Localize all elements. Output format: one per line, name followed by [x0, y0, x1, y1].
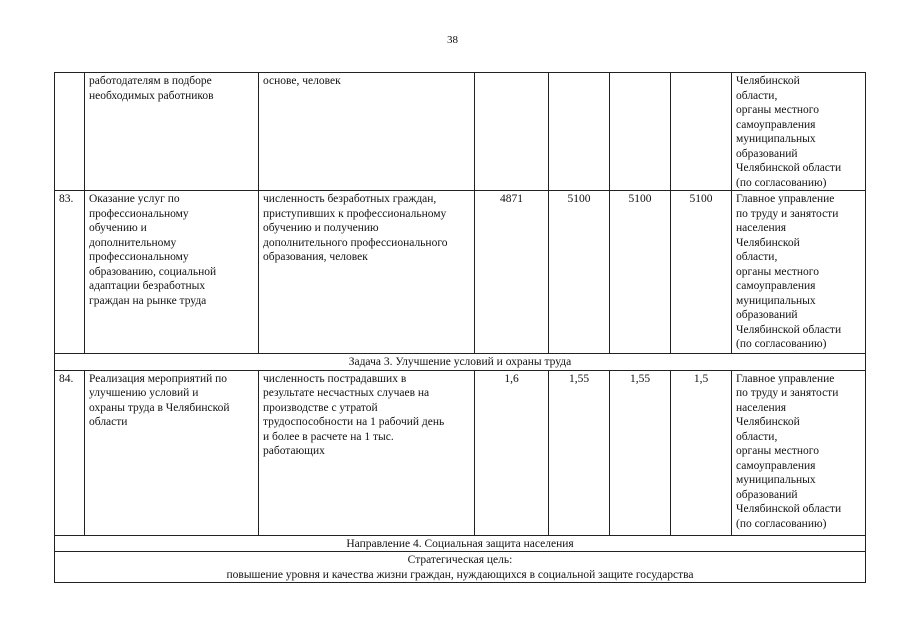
- task-heading-row: [55, 354, 866, 371]
- strategic-goal-text: повышение уровня и качества жизни граждан, нуждающихся в социальной защите государства: [226, 568, 694, 581]
- measures-table: [54, 72, 866, 583]
- cell-text-line: профессиональному: [89, 207, 189, 220]
- cell-text-line: образования, человек: [263, 251, 368, 263]
- cell-value-1: 4871: [475, 191, 549, 354]
- page-number: 38: [447, 34, 458, 46]
- cell-text-line: самоуправления: [736, 118, 816, 131]
- cell-text-line: муниципальных: [736, 133, 816, 145]
- cell-responsible: [732, 370, 866, 535]
- cell-text-line: муниципальных: [736, 294, 816, 307]
- table-row-continuation: [55, 73, 866, 191]
- strategic-goal-cell: [55, 552, 866, 583]
- cell-text-line: (по согласованию): [736, 338, 827, 350]
- cell-text-line: Челябинской: [736, 416, 800, 428]
- cell-text-line: Оказание услуг по: [89, 193, 180, 205]
- cell-text-line: Челябинской: [736, 75, 800, 87]
- cell-text-line: Челябинской области: [736, 323, 842, 336]
- cell-text-line: необходимых работников: [89, 89, 214, 102]
- cell-activity: [85, 370, 259, 535]
- cell-text-line: обучению и: [89, 222, 147, 234]
- cell-activity: [85, 73, 259, 191]
- cell-text-line: профессиональному: [89, 251, 189, 263]
- cell-text-line: органы местного: [736, 104, 819, 116]
- cell-text-line: Челябинской области: [736, 503, 842, 515]
- cell-text-line: дополнительному: [89, 236, 177, 249]
- cell-text-line: населения: [736, 401, 787, 414]
- cell-responsible: [732, 73, 866, 191]
- cell-text-line: области,: [736, 251, 778, 263]
- cell-indicator: [259, 73, 475, 191]
- cell-text-line: Челябинской области: [736, 162, 842, 174]
- cell-num: 84.: [55, 370, 85, 535]
- strategic-goal-label: Стратегическая цель:: [407, 554, 513, 566]
- cell-text-line: Челябинской: [736, 236, 800, 249]
- cell-text-line: образований: [736, 488, 798, 501]
- cell-text-line: работающих: [263, 445, 325, 457]
- cell-text-line: образованию, социальной: [89, 265, 217, 278]
- cell-text-line: населения: [736, 222, 787, 234]
- cell-text-line: работодателям в подборе: [89, 75, 212, 87]
- direction-heading-row: [55, 535, 866, 552]
- cell-text-line: по труду и занятости: [736, 387, 839, 399]
- cell-text-line: органы местного: [736, 445, 819, 457]
- table-row-84: [55, 370, 866, 535]
- cell-text-line: органы местного: [736, 265, 819, 278]
- cell-responsible: [732, 191, 866, 354]
- cell-value-1: 1,6: [475, 370, 549, 535]
- cell-value-3: [610, 73, 671, 191]
- strategic-goal-row: [55, 552, 866, 583]
- cell-text-line: (по согласованию): [736, 517, 827, 530]
- cell-value-2: 5100: [549, 191, 610, 354]
- cell-text-line: улучшению условий и: [89, 387, 199, 399]
- cell-value-4: 5100: [671, 191, 732, 354]
- cell-text-line: Реализация мероприятий по: [89, 372, 228, 385]
- cell-text-line: приступивших к профессиональному: [263, 207, 447, 220]
- cell-num: [55, 73, 85, 191]
- cell-num: 83.: [55, 191, 85, 354]
- cell-text-line: по труду и занятости: [736, 207, 839, 220]
- cell-text-line: и более в расчете на 1 тыс.: [263, 430, 394, 443]
- cell-text-line: самоуправления: [736, 459, 816, 472]
- cell-text-line: области,: [736, 89, 778, 102]
- cell-text-line: Главное управление: [736, 372, 835, 385]
- cell-text-line: численность безработных граждан,: [263, 193, 437, 205]
- cell-text-line: самоуправления: [736, 280, 816, 292]
- cell-activity: [85, 191, 259, 354]
- cell-value-4: [671, 73, 732, 191]
- cell-indicator: [259, 370, 475, 535]
- cell-text-line: области,: [736, 430, 778, 443]
- cell-value-3: 5100: [610, 191, 671, 354]
- cell-value-4: 1,5: [671, 370, 732, 535]
- cell-value-2: 1,55: [549, 370, 610, 535]
- cell-text-line: области: [89, 416, 128, 428]
- cell-text-line: трудоспособности на 1 рабочий день: [263, 416, 445, 428]
- cell-text-line: дополнительного профессионального: [263, 236, 448, 249]
- cell-text-line: численность пострадавших в: [263, 372, 407, 385]
- cell-text-line: Главное управление: [736, 193, 835, 205]
- cell-text-line: образований: [736, 309, 798, 321]
- cell-text-line: обучению и получению: [263, 222, 379, 234]
- cell-text-line: адаптации безработных: [89, 280, 206, 292]
- cell-value-2: [549, 73, 610, 191]
- cell-text-line: производстве с утратой: [263, 401, 378, 414]
- cell-value-1: [475, 73, 549, 191]
- table-row-83: [55, 191, 866, 354]
- cell-text-line: (по согласованию): [736, 176, 827, 189]
- cell-text-line: основе, человек: [263, 75, 341, 87]
- cell-text-line: результате несчастных случаев на: [263, 387, 430, 399]
- direction-4-heading: Направление 4. Социальная защита населения: [55, 535, 866, 552]
- task-3-heading: Задача 3. Улучшение условий и охраны труда: [55, 354, 866, 371]
- cell-indicator: [259, 191, 475, 354]
- cell-text-line: образований: [736, 147, 798, 160]
- cell-text-line: муниципальных: [736, 474, 816, 486]
- cell-text-line: граждан на рынке труда: [89, 294, 207, 307]
- cell-value-3: 1,55: [610, 370, 671, 535]
- cell-text-line: охраны труда в Челябинской: [89, 401, 230, 414]
